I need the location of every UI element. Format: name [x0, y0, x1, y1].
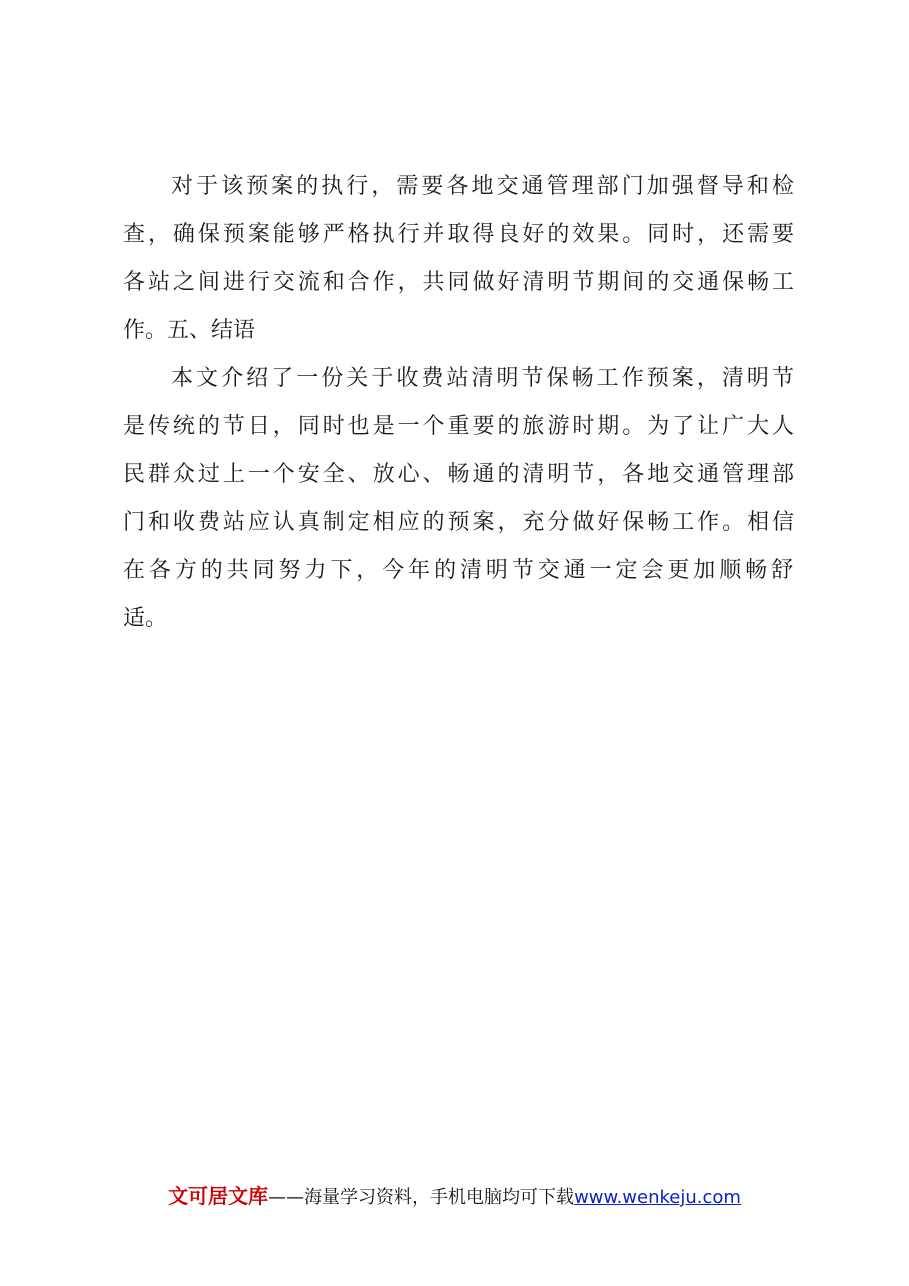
document-body: [123, 167, 797, 647]
paragraph-line: 作。五、结语: [123, 318, 256, 343]
paragraph-line: 门和收费站应认真制定相应的预案，充分做好保畅工作。相信: [123, 510, 797, 535]
paragraph-line: 在各方的共同努力下，今年的清明节交通一定会更加顺畅舒: [123, 558, 797, 583]
paragraph-line: 是传统的节日，同时也是一个重要的旅游时期。为了让广大人: [123, 414, 797, 439]
paragraph-line: 民群众过上一个安全、放心、畅通的清明节，各地交通管理部: [123, 462, 797, 487]
paragraph-line: 各站之间进行交流和合作，共同做好清明节期间的交通保畅工: [123, 270, 797, 295]
footer-banner: [0, 1181, 909, 1213]
paragraph-line: 查，确保预案能够严格执行并取得良好的效果。同时，还需要: [123, 222, 797, 247]
footer-slogan: ——海量学习资料，手机电脑均可下载: [268, 1187, 575, 1208]
brand-name: 文可居文库: [168, 1184, 269, 1208]
paragraph-line: 适。: [123, 606, 168, 631]
paragraph-line: 本文介绍了一份关于收费站清明节保畅工作预案，清明节: [171, 366, 798, 391]
paragraph-line: 对于该预案的执行，需要各地交通管理部门加强督导和检: [171, 174, 798, 199]
website-link[interactable]: www.wenkeju.com: [574, 1187, 741, 1208]
